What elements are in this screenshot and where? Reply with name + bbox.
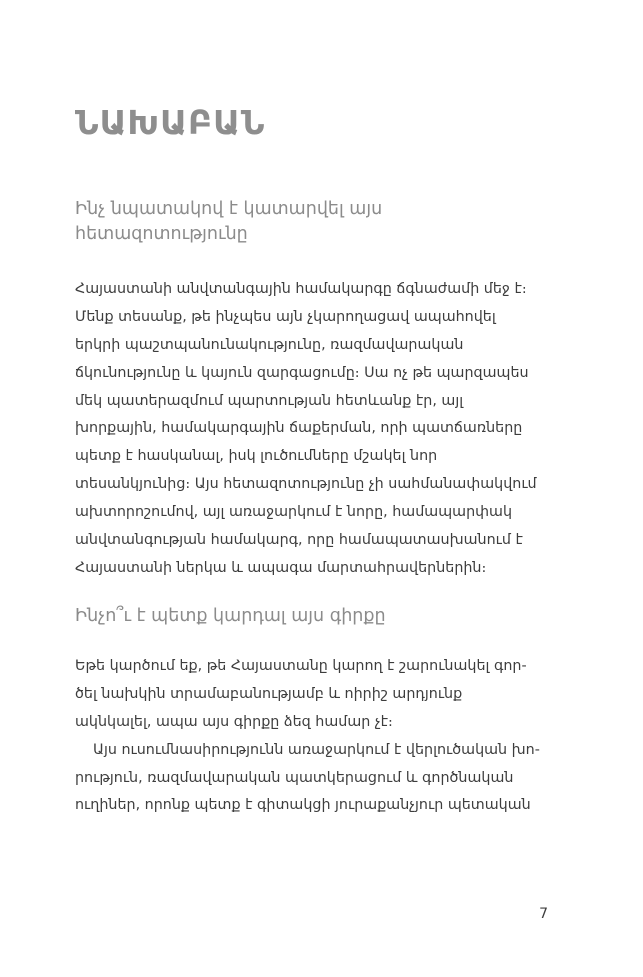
paragraph: Եթե կարծում եք, թե Հայաստանը կարող է շարունակել գործել նախկին տրամաբանությամբ և ոիրիշ արդյունք ակնկալել, ապա այս գիրքը ձեզ համար չէ։ bbox=[75, 658, 527, 730]
section-body-purpose bbox=[75, 276, 543, 583]
chapter-title: ՆԱԽԱԲԱՆ bbox=[75, 103, 266, 142]
section-heading-purpose: Ինչ նպատակով է կատարվել այս հետազոտությունը bbox=[75, 199, 383, 245]
paragraph: Հայաստանի անվտանգային համակարգը ճգնաժամի մեջ է։ Մենք տեսանք, թե ինչպես այն չկարողացավ ապահովել երկրի պաշտպանունակությունը, ռազմավարական ճկունությունը և կայուն զարգացումը։ Սա ոչ թե պարզապես մեկ պատերազմում պարտության հետևանք էր, այլ խորքային, համակարգային ճաքերման, որի պատճառները պետք է հասկանալ, իսկ լուծումները մշակել նոր տեսանկյունից։ Այս հետազոտությունը չի սահմանափակվում ախտորոշումով, այլ առաջարկում է նորը, համապարփակ անվտանգության համակարգ, որը համապատասխանում է Հայաստանի ներկա և ապագա մարտահրավերներին։ bbox=[75, 281, 537, 576]
paragraph: Այս ուսումնասիրությունն առաջարկում է վերլուծական խորություն, ռազմավարական պատկերացում և գործնական ուղիներ, որոնք պետք է գիտակցի յուրաքանչյուր պետական bbox=[75, 741, 540, 814]
section-body-why-read bbox=[75, 653, 543, 820]
section-heading-why-read: Ինչո՞ւ է պետք կարդալ այս գիրքը bbox=[75, 606, 386, 626]
page-number: 7 bbox=[539, 906, 548, 922]
